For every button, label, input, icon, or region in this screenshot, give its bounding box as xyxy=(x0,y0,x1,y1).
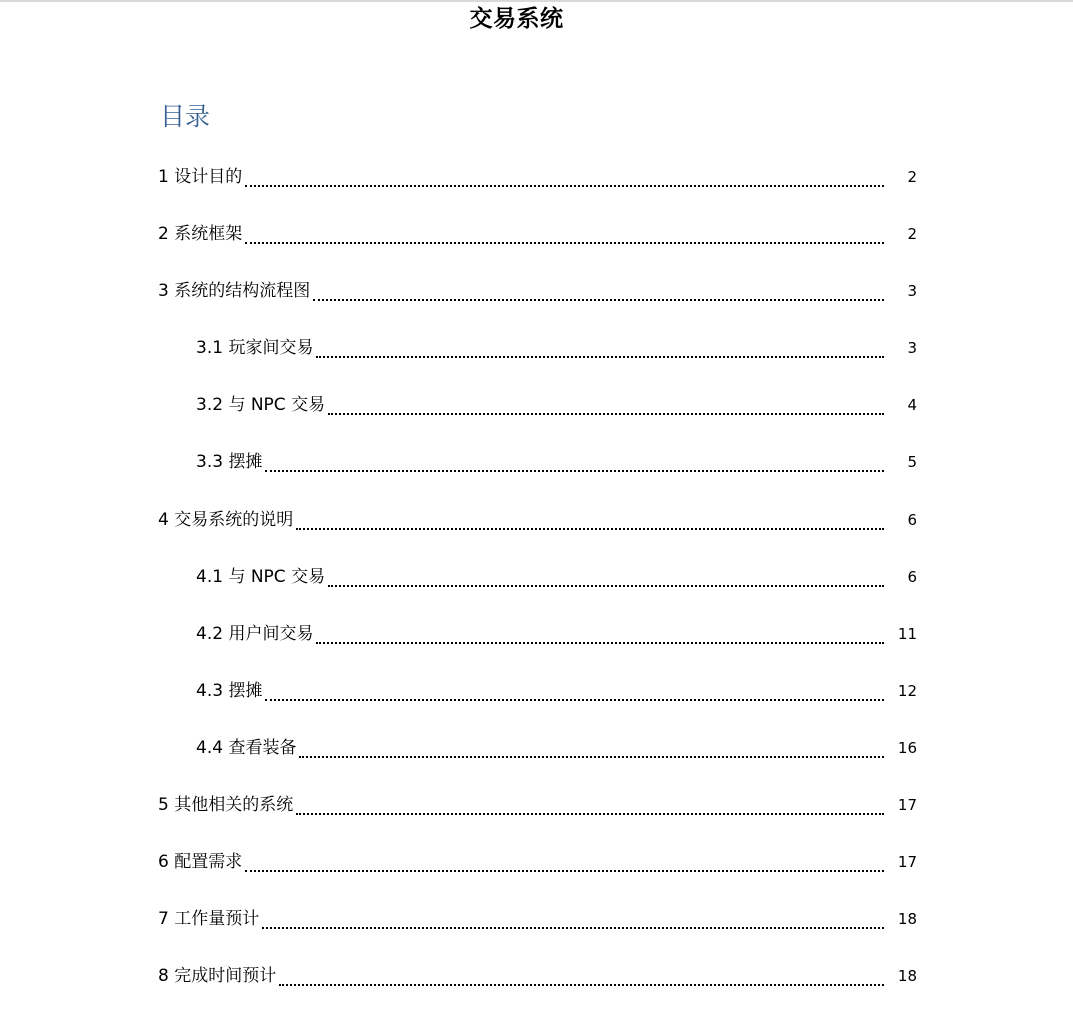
toc-entry-page-number[interactable]: 5 xyxy=(907,453,917,472)
toc-entry-page-number[interactable]: 18 xyxy=(897,967,917,986)
toc-entry-title[interactable]: 4.3 摆摊 xyxy=(196,680,263,701)
toc-dot-leader xyxy=(299,755,884,758)
toc-entry-page-number[interactable]: 2 xyxy=(907,225,917,244)
toc-entry-title[interactable]: 3 系统的结构流程图 xyxy=(158,281,311,302)
toc-entry-page-number[interactable]: 17 xyxy=(897,853,917,872)
toc-entry-page-number[interactable]: 18 xyxy=(897,910,917,929)
toc-entry-page-number[interactable]: 6 xyxy=(907,510,917,529)
toc-dot-leader xyxy=(296,812,884,815)
toc-entry-page-number[interactable]: 17 xyxy=(897,796,917,815)
toc-entry-page-number[interactable]: 6 xyxy=(907,567,917,586)
toc-entry-title[interactable]: 4 交易系统的说明 xyxy=(158,509,294,530)
toc-entry-title[interactable]: 2 系统框架 xyxy=(158,224,243,245)
toc-entry-page-number[interactable]: 4 xyxy=(907,396,917,415)
toc-entry[interactable] xyxy=(0,387,1073,444)
toc-entry-title[interactable]: 8 完成时间预计 xyxy=(158,966,277,987)
toc-entry[interactable] xyxy=(0,502,1073,559)
toc-dot-leader xyxy=(262,926,884,929)
toc-dot-leader xyxy=(316,355,884,358)
toc-dot-leader xyxy=(279,983,884,986)
document-title: 交易系统 xyxy=(469,6,564,32)
toc-entry[interactable] xyxy=(0,787,1073,844)
toc-entry-title[interactable]: 6 配置需求 xyxy=(158,852,243,873)
toc-entry-page-number[interactable]: 3 xyxy=(907,282,917,301)
toc-entry[interactable] xyxy=(0,730,1073,787)
toc-entry-page-number[interactable]: 3 xyxy=(907,339,917,358)
toc-entry[interactable] xyxy=(0,330,1073,387)
toc-entry[interactable] xyxy=(0,444,1073,501)
toc-entry-page-number[interactable]: 11 xyxy=(897,624,917,643)
table-of-contents xyxy=(0,159,1073,1015)
toc-dot-leader xyxy=(316,641,884,644)
toc-entry[interactable] xyxy=(0,673,1073,730)
toc-entry[interactable] xyxy=(0,559,1073,616)
toc-dot-leader xyxy=(265,698,884,701)
toc-entry-title[interactable]: 4.2 用户间交易 xyxy=(196,623,314,644)
toc-entry-title[interactable]: 3.2 与 NPC 交易 xyxy=(196,395,326,416)
toc-entry-page-number[interactable]: 2 xyxy=(907,168,917,186)
toc-entry[interactable] xyxy=(0,616,1073,673)
toc-heading: 目录 xyxy=(160,102,211,131)
toc-entry-page-number[interactable]: 16 xyxy=(897,738,917,757)
toc-entry[interactable] xyxy=(0,159,1073,216)
toc-entry-title[interactable]: 1 设计目的 xyxy=(158,167,243,187)
toc-dot-leader xyxy=(296,527,884,530)
toc-dot-leader xyxy=(328,584,884,587)
toc-entry[interactable] xyxy=(0,216,1073,273)
toc-entry-title[interactable]: 7 工作量预计 xyxy=(158,909,260,930)
toc-dot-leader xyxy=(245,184,884,187)
toc-entry-title[interactable]: 3.3 摆摊 xyxy=(196,452,263,473)
toc-dot-leader xyxy=(245,241,884,244)
toc-entry-page-number[interactable]: 12 xyxy=(897,681,917,700)
page-top-border xyxy=(0,0,1073,2)
toc-entry[interactable] xyxy=(0,273,1073,330)
toc-entry[interactable] xyxy=(0,901,1073,958)
toc-entry-title[interactable]: 3.1 玩家间交易 xyxy=(196,338,314,359)
toc-entry-title[interactable]: 4.1 与 NPC 交易 xyxy=(196,566,326,587)
toc-dot-leader xyxy=(265,469,884,472)
toc-dot-leader xyxy=(245,869,884,872)
toc-dot-leader xyxy=(328,412,884,415)
toc-entry[interactable] xyxy=(0,844,1073,901)
toc-entry-title[interactable]: 5 其他相关的系统 xyxy=(158,795,294,816)
toc-dot-leader xyxy=(313,298,884,301)
toc-entry-title[interactable]: 4.4 查看装备 xyxy=(196,737,297,758)
